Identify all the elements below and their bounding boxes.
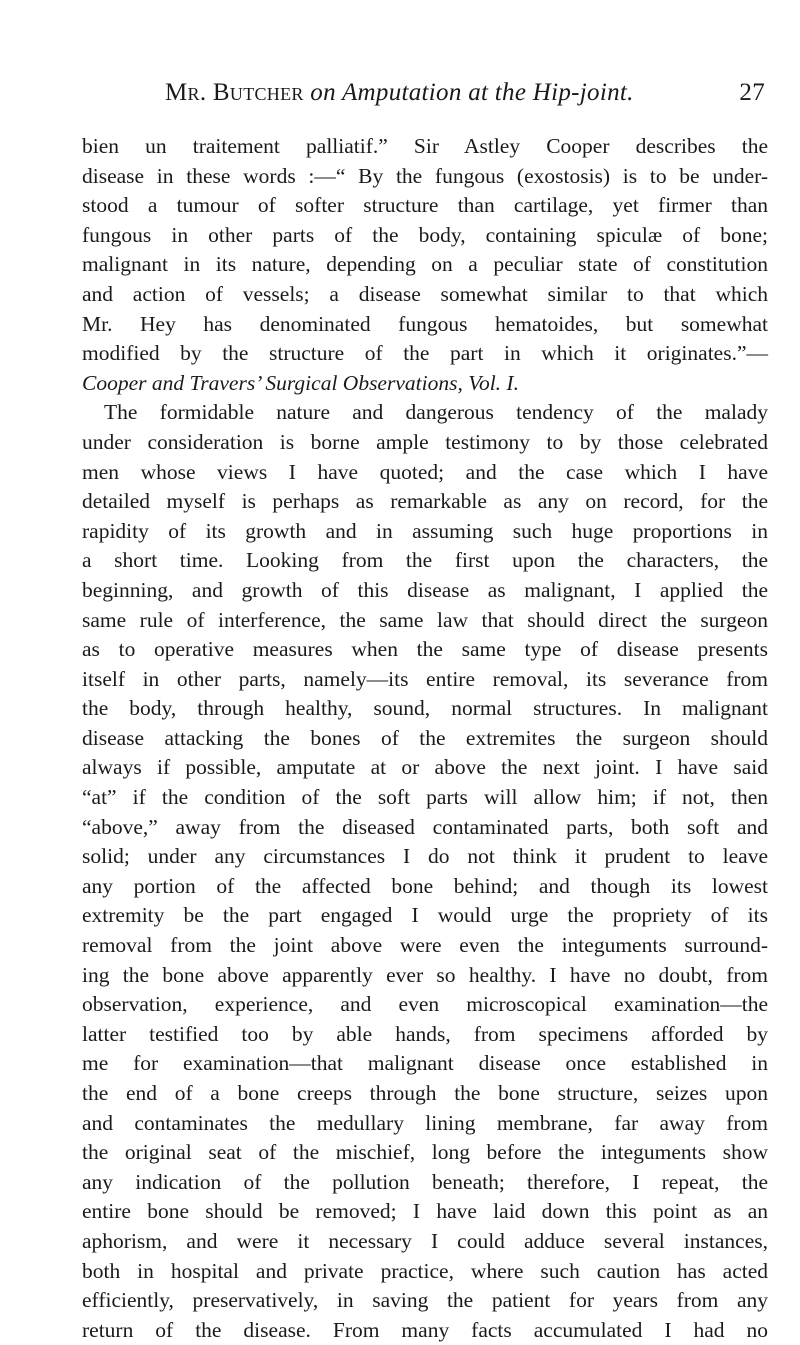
text-line: extremity be the part engaged I would urge the propriety of its [82, 903, 768, 928]
text-line: modified by the structure of the part in which it originates.”— [82, 341, 768, 366]
text-line: detailed myself is perhaps as remarkable as any on record, for the [82, 489, 768, 514]
text-line: efficiently, preservatively, in saving the patient for years from any [82, 1288, 768, 1313]
body-text [82, 132, 768, 1345]
text-line: a short time. Looking from the first upon the characters, the [82, 548, 768, 573]
text-line: stood a tumour of softer structure than cartilage, yet firmer than [82, 193, 768, 218]
running-head-title-tail: on Amputation at the Hip-joint. [310, 79, 634, 106]
text-line: aphorism, and were it necessary I could adduce several instances, [82, 1228, 768, 1253]
text-line: “above,” away from the diseased contaminated parts, both soft and [82, 814, 768, 839]
text-line: any portion of the affected bone behind; and though its lowest [82, 873, 768, 898]
text-line: as to operative measures when the same type of disease presents [82, 637, 768, 662]
text-line: observation, experience, and even microscopical examination—the [82, 992, 768, 1017]
text-line: and action of vessels; a disease somewhat similar to that which [82, 281, 768, 306]
text-line: solid; under any circumstances I do not think it prudent to leave [82, 844, 768, 869]
page-number: 27 [739, 79, 765, 106]
paragraph-start-line: The formidable nature and dangerous tendency of the malady [104, 400, 768, 425]
text-line: bien un traitement palliatif.” Sir Astley Cooper describes the [82, 134, 768, 158]
text-line: always if possible, amputate at or above the next joint. I have said [82, 755, 768, 780]
text-line: the body, through healthy, sound, normal structures. In malignant [82, 696, 768, 721]
text-line: return of the disease. From many facts accumulated I had no [82, 1317, 768, 1342]
text-line: the original seat of the mischief, long before the integuments show [82, 1140, 768, 1165]
running-head-title [165, 76, 634, 110]
text-line: removal from the joint above were even the integuments surround- [82, 933, 768, 958]
text-line: men whose views I have quoted; and the case which I have [82, 459, 768, 484]
text-line: disease in these words :—“ By the fungous (exostosis) is to be under- [82, 163, 768, 188]
running-head-author: Mr. Butcher [165, 79, 304, 106]
running-head [165, 76, 765, 110]
text-line: any indication of the pollution beneath; therefore, I repeat, the [82, 1169, 768, 1194]
text-line: malignant in its nature, depending on a peculiar state of constitution [82, 252, 768, 277]
text-line: me for examination—that malignant disease once established in [82, 1051, 768, 1076]
text-line: under consideration is borne ample testimony to by those celebrated [82, 429, 768, 454]
text-line: ing the bone above apparently ever so healthy. I have no doubt, from [82, 962, 768, 987]
text-line: both in hospital and private practice, where such caution has acted [82, 1258, 768, 1283]
text-line: the end of a bone creeps through the bone structure, seizes upon [82, 1081, 768, 1105]
text-line: Mr. Hey has denominated fungous hematoides, but somewhat [82, 311, 768, 336]
text-line: “at” if the condition of the soft parts will allow him; if not, then [82, 785, 768, 810]
text-line: same rule of interference, the same law that should direct the surgeon [82, 607, 768, 632]
citation-line: Cooper and Travers’ Surgical Observations, Vol. I. [82, 370, 519, 395]
text-line: disease attacking the bones of the extremites the surgeon should [82, 725, 768, 750]
text-line: beginning, and growth of this disease as malignant, I applied the [82, 577, 768, 602]
text-line: and contaminates the medullary lining membrane, far away from [82, 1110, 768, 1135]
text-line: entire bone should be removed; I have laid down this point as an [82, 1199, 768, 1224]
text-line: rapidity of its growth and in assuming such huge proportions in [82, 518, 768, 543]
text-line: latter testified too by able hands, from specimens afforded by [82, 1021, 768, 1046]
text-line: fungous in other parts of the body, containing spiculæ of bone; [82, 222, 768, 247]
text-line: itself in other parts, namely—its entire removal, its severance from [82, 666, 768, 691]
